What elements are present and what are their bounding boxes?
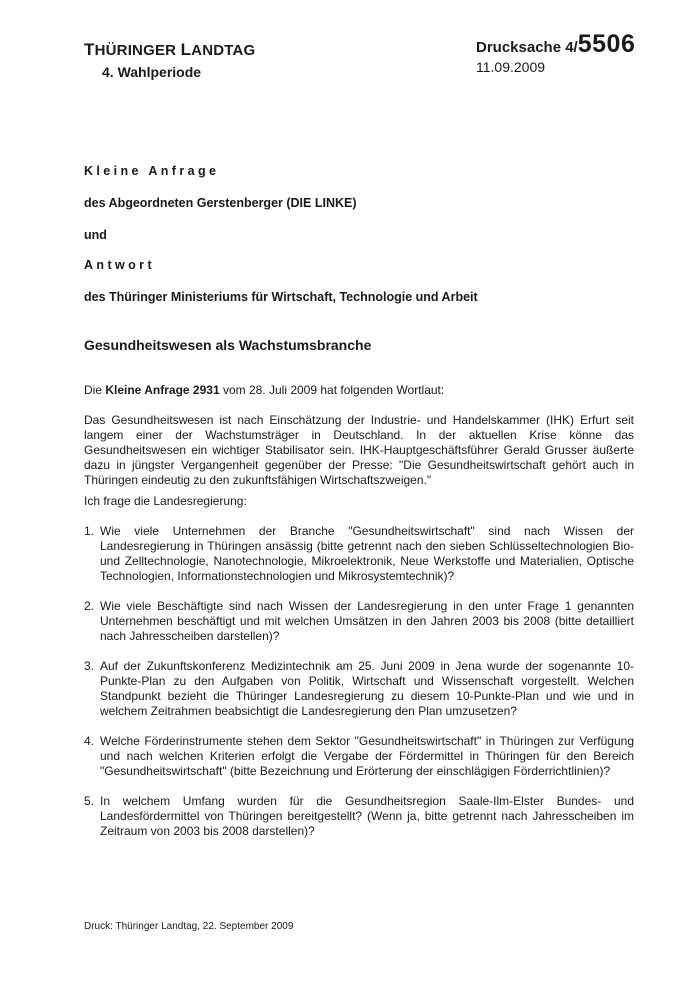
intro-prefix: Die <box>84 383 106 397</box>
question-text: Wie viele Unternehmen der Branche "Gesundheitswirtschaft" sind nach Wissen der Landesregierung in Thüringen ansässig (bitte getrennt nach den sieben Schlüsseltechnologien Bio- und Zelltechnologie, Nanotechnologie, Mikroelektronik, Neue Werkstoffe und Materialien, Optische Technologien, Informationstechnologien und Mikrosystemtechnik)? <box>100 524 634 583</box>
und-line: und <box>84 228 107 242</box>
intro-suffix: vom 28. Juli 2009 hat folgenden Wortlaut: <box>219 383 445 397</box>
ministry-line: des Thüringer Ministeriums für Wirtschaft, Technologie und Arbeit <box>84 290 478 304</box>
question-text: Welche Förderinstrumente stehen dem Sektor "Gesundheitswirtschaft" in Thüringen zur Verfügung und nach welchen Kriterien erfolgt die Vergabe der Fördermittel in Thüringen für den Bereich "Gesundheitswirtschaft" (bitte Bezeichnung und Erörterung der einschlägigen Förderrichtlinien)? <box>100 734 634 778</box>
parliament-name <box>84 40 255 60</box>
question-number: 4. <box>84 734 95 748</box>
question-text: Auf der Zukunftskonferenz Medizintechnik am 25. Juni 2009 in Jena wurde der sogenannte 10-Punkte-Plan zu den Aufgaben von Politik, Wirtschaft und Wissenschaft vorgestellt. Welchen Standpunkt bezieht die Thüringer Landesregierung zu diesem 10-Punkte-Plan und wie und in welchem Zeitrahmen beabsichtigt die Landesregierung den Plan umzusetzen? <box>100 659 634 718</box>
context-paragraph: Das Gesundheitswesen ist nach Einschätzung der Industrie- und Handelskammer (IHK) Erfurt seit langem einer der Wachstumsträger in Deutschland. In der aktuellen Krise könne das Gesundheitswesen ein wichtiger Stabilisator sein. IHK-Hauptgeschäftsführer Gerald Grusser äußerte dazu in jüngster Vergangenheit gegenüber der Presse: "Die Gesundheitswirtschaft gehört auch in Thüringen eindeutig zu den zukunftsfähigen Wirtschaftszweigen." <box>84 413 634 487</box>
question-number: 5. <box>84 794 95 808</box>
header-left <box>84 40 255 80</box>
doc-number: 5506 <box>577 30 636 58</box>
doc-date: 11.09.2009 <box>476 59 546 75</box>
question-item <box>84 794 634 839</box>
question-number: 1. <box>84 524 95 538</box>
question-list <box>84 524 634 854</box>
parliament-word-1: HÜRINGER <box>94 42 177 59</box>
question-text: In welchem Umfang wurden für die Gesundheitsregion Saale-Ilm-Elster Bundes- und Landesfördermittel von Thüringen bereitgestellt? (Wenn ja, bitte getrennt nach Jahresscheiben im Zeitraum von 2003 bis 2008 darstellen)? <box>100 794 634 838</box>
question-number: 2. <box>84 599 95 613</box>
document-title: Gesundheitswesen als Wachstumsbranche <box>84 337 372 353</box>
anfrage-number: Kleine Anfrage 2931 <box>105 383 220 397</box>
member-line: des Abgeordneten Gerstenberger (DIE LINKE) <box>84 196 357 210</box>
intro-line <box>84 383 634 398</box>
parliament-word-2: ANDTAG <box>191 42 256 59</box>
document-reference <box>476 30 635 59</box>
header-right <box>476 30 635 75</box>
parliament-initial-2: L <box>180 40 192 59</box>
print-footer: Druck: Thüringer Landtag, 22. September 2009 <box>84 921 294 932</box>
ask-line: Ich frage die Landesregierung: <box>84 494 247 508</box>
parliament-initial-1: T <box>84 40 95 59</box>
question-item <box>84 734 634 779</box>
election-period: 4. Wahlperiode <box>102 64 202 80</box>
question-number: 3. <box>84 659 95 673</box>
kleine-anfrage-heading: Kleine Anfrage <box>84 164 220 178</box>
antwort-heading: Antwort <box>84 258 156 272</box>
question-item <box>84 524 634 584</box>
question-item <box>84 659 634 719</box>
question-text: Wie viele Beschäftigte sind nach Wissen der Landesregierung in den unter Frage 1 genannten Unternehmen beschäftigt und mit welchen Umsätzen in den Jahren 2003 bis 2008 (bitte detailliert nach Jahresscheiben darstellen)? <box>100 599 634 643</box>
doc-label: Drucksache 4/ <box>476 39 578 56</box>
question-item <box>84 599 634 644</box>
